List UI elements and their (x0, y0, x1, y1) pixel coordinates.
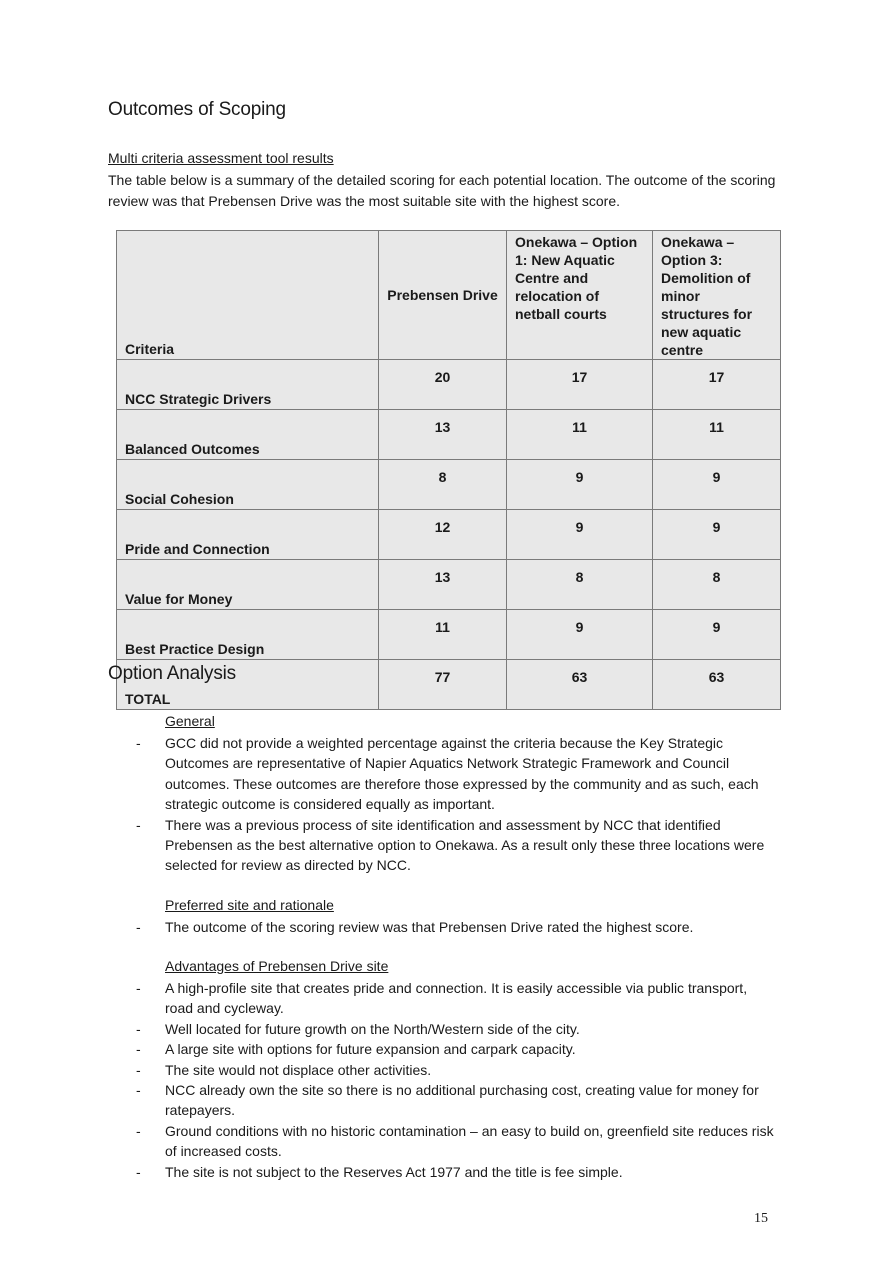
header-prebensen-drive: Prebensen Drive (379, 231, 507, 360)
score-prebensen: 20 (379, 360, 507, 410)
option-analysis-heading: Option Analysis (108, 663, 236, 684)
row-criteria: Balanced Outcomes (117, 410, 379, 460)
bullet-dash: - (136, 816, 141, 833)
row-criteria: NCC Strategic Drivers (117, 360, 379, 410)
table-row (117, 460, 781, 510)
row-criteria: Pride and Connection (117, 510, 379, 560)
row-criteria: Best Practice Design (117, 610, 379, 660)
table-header-row (117, 231, 781, 360)
score-prebensen: 11 (379, 610, 507, 660)
row-criteria: Value for Money (117, 560, 379, 610)
page-number: 15 (754, 1211, 768, 1226)
score-option-1: 9 (507, 510, 653, 560)
header-criteria: Criteria (117, 231, 379, 360)
bullet-dash: - (136, 1020, 141, 1037)
bullet-dash: - (136, 980, 141, 996)
list-item-text: A high-profile site that creates pride and connection. It is easily accessible via public transport, road and cycleway. (165, 980, 748, 1017)
table-row (117, 410, 781, 460)
table-row (117, 560, 781, 610)
intro-paragraph: The table below is a summary of the detailed scoring for each potential location. The outcome of the scoring review was that Prebensen Drive was the most suitable site with the highest score. (108, 172, 776, 209)
header-onekawa-option-3: Onekawa – Option 3: Demolition of minor structures for new aquatic centre (653, 231, 781, 360)
score-option-1: 9 (507, 610, 653, 660)
row-criteria: TOTAL (117, 660, 379, 710)
preferred-heading: Preferred site and rationale (165, 897, 334, 913)
bullet-dash: - (136, 1122, 141, 1139)
score-prebensen: 8 (379, 460, 507, 510)
score-option-3: 17 (653, 360, 781, 410)
score-option-3: 9 (653, 610, 781, 660)
score-option-1: 63 (507, 660, 653, 710)
row-criteria: Social Cohesion (117, 460, 379, 510)
table-row (117, 360, 781, 410)
score-option-3: 11 (653, 410, 781, 460)
score-prebensen: 77 (379, 660, 507, 710)
list-item-text: A large site with options for future expansion and carpark capacity. (165, 1041, 576, 1058)
list-item-text: The outcome of the scoring review was that Prebensen Drive rated the highest score. (165, 919, 694, 935)
score-prebensen: 13 (379, 560, 507, 610)
bullet-dash: - (136, 1041, 141, 1058)
score-option-1: 17 (507, 360, 653, 410)
general-heading: General (165, 713, 215, 729)
outcomes-heading: Outcomes of Scoping (108, 99, 286, 120)
score-option-3: 9 (653, 460, 781, 510)
header-onekawa-option-1: Onekawa – Option 1: New Aquatic Centre and relocation of netball courts (507, 231, 653, 360)
list-item-text: The site is not subject to the Reserves Act 1977 and the title is fee simple. (165, 1163, 623, 1180)
bullet-dash: - (136, 1082, 141, 1098)
score-option-1: 11 (507, 410, 653, 460)
score-option-3: 9 (653, 510, 781, 560)
score-option-3: 8 (653, 560, 781, 610)
list-item-text: There was a previous process of site identification and assessment by NCC that identified Prebensen as the best alternative option to Onekawa. As a result only these three locations were selected for review as directed by NCC. (165, 816, 765, 874)
score-option-1: 9 (507, 460, 653, 510)
score-option-1: 8 (507, 560, 653, 610)
scoring-table (116, 230, 781, 710)
list-item-text: Ground conditions with no historic contamination – an easy to build on, greenfield site reduces risk of increased costs. (165, 1122, 774, 1160)
list-item-text: GCC did not provide a weighted percentage against the criteria because the Key Strategic Outcomes are representative of Napier Aquatics Network Strategic Framework and Council outcomes. These outcomes are therefore those expressed by the community and as such, each strategic outcome is considered equally as important. (165, 735, 759, 813)
bullet-dash: - (136, 735, 141, 751)
bullet-dash: - (136, 919, 141, 935)
score-prebensen: 13 (379, 410, 507, 460)
table-row (117, 610, 781, 660)
advantages-heading: Advantages of Prebensen Drive site (165, 958, 389, 974)
score-prebensen: 12 (379, 510, 507, 560)
list-item-text: Well located for future growth on the North/Western side of the city. (165, 1020, 580, 1037)
list-item-text: The site would not displace other activities. (165, 1061, 432, 1078)
score-option-3: 63 (653, 660, 781, 710)
assessment-subheading: Multi criteria assessment tool results (108, 150, 334, 166)
bullet-dash: - (136, 1061, 141, 1078)
bullet-dash: - (136, 1163, 141, 1180)
table-row (117, 510, 781, 560)
list-item-text: NCC already own the site so there is no additional purchasing cost, creating value for money for ratepayers. (165, 1082, 759, 1119)
